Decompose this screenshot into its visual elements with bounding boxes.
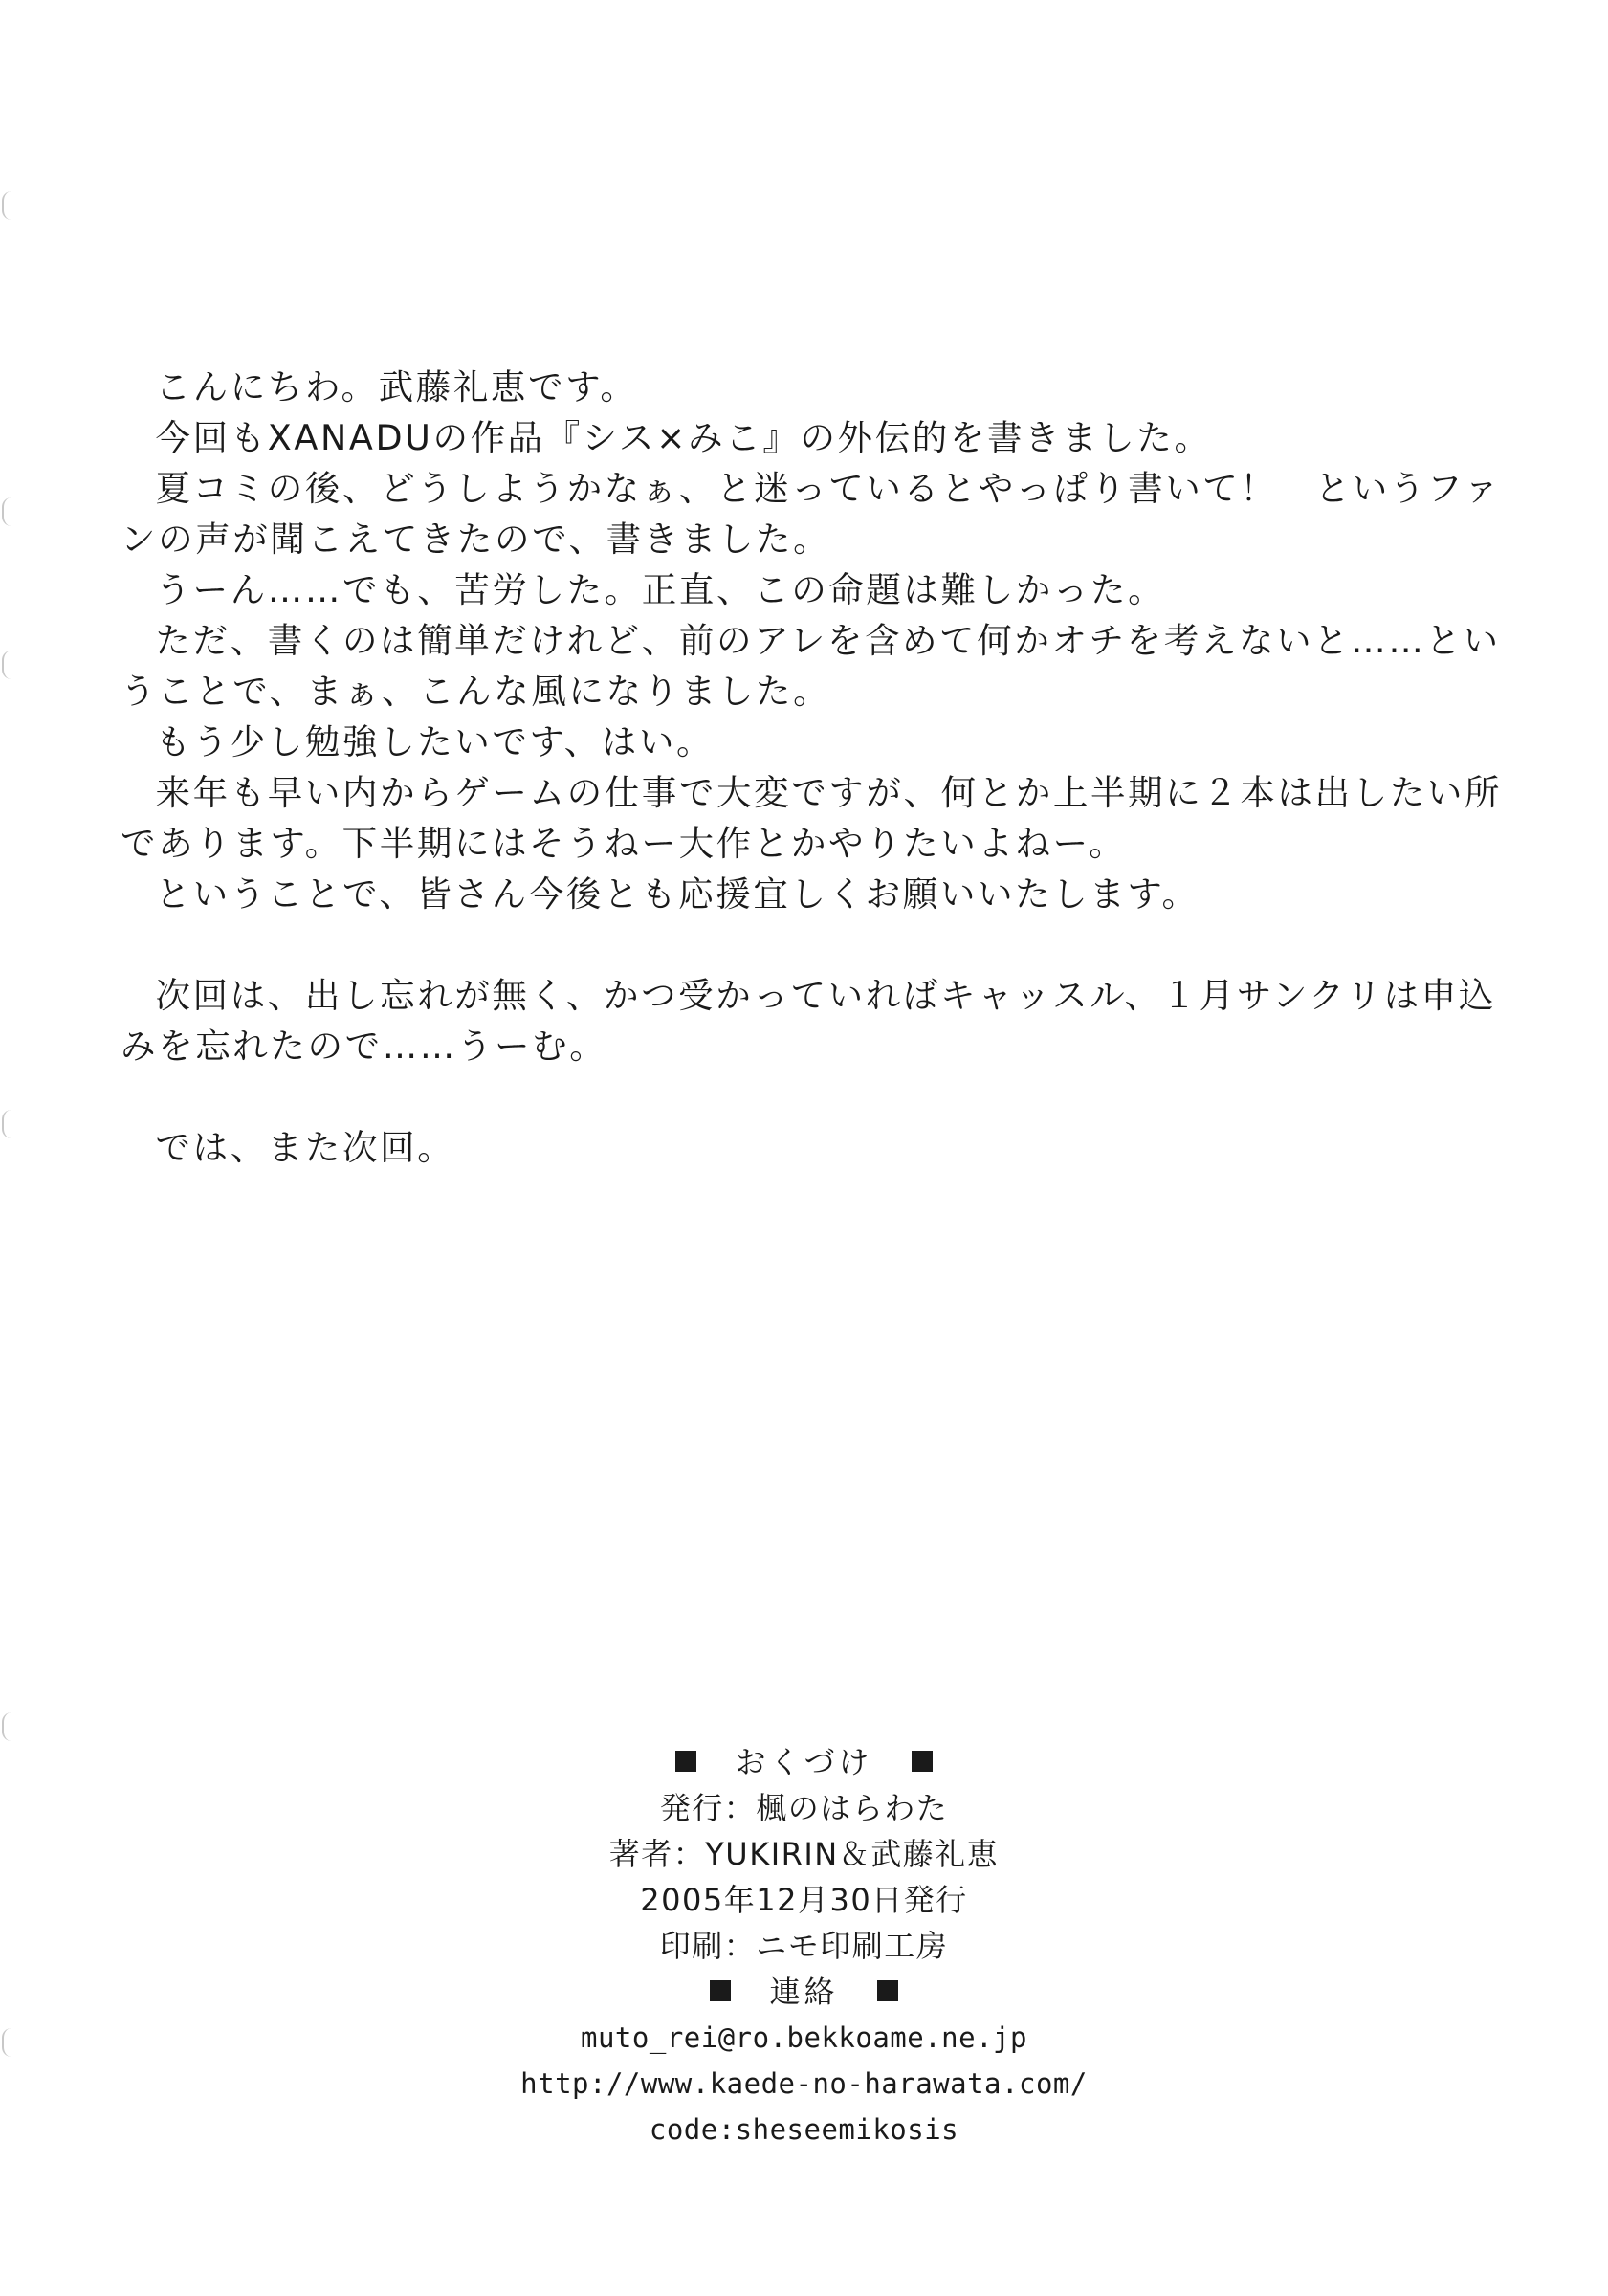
next-time-paragraph: 次回は、出し忘れが無く、かつ受かっていればキャッスル、１月サンクリは申込みを忘れたので……うーむ。 [121,975,1496,1067]
edge-mark [2,1712,13,1741]
afterword-paragraph: 来年も早い内からゲームの仕事で大変ですが、何とか上半期に２本は出したい所であります。下半期にはそうねー大作とかやりたいよねー。 [121,772,1503,864]
contact-heading [0,1969,1608,2015]
authors-line: 著者：YUKIRIN＆武藤礼恵 [608,1836,1000,1872]
colophon [0,1739,1608,2152]
afterword-paragraph: もう少し勉強したいです、はい。 [155,721,715,762]
website-url: http://www.kaede-no-harawata.com/ [520,2067,1088,2100]
paragraph-gap [121,1071,1517,1122]
paragraph-gap [121,919,1517,970]
edge-mark [2,1110,13,1138]
edge-mark [2,497,13,526]
printer-line: 印刷：ニモ印刷工房 [659,1928,949,1964]
code-line: code:sheseemikosis [649,2113,959,2146]
afterword-paragraph: うーん……でも、苦労した。正直、この命題は難しかった。 [155,569,1166,610]
afterword-section [121,362,1517,1173]
black-square-icon [675,1751,696,1772]
publish-date-line: 2005年12月30日発行 [640,1882,968,1918]
closing-paragraph: では、また次回。 [155,1127,455,1168]
black-square-icon [710,1980,731,2001]
afterword-paragraph: 今回もXANADUの作品『シス×みこ』の外伝的を書きました。 [155,417,1212,458]
colophon-heading [0,1739,1608,1785]
black-square-icon [912,1751,933,1772]
afterword-paragraph: ただ、書くのは簡単だけれど、前のアレを含めて何かオチを考えないと……ということで、まぁ、こんな風になりました。 [121,620,1501,712]
colophon-heading-text: おくづけ [735,1744,873,1780]
publisher-line: 発行：楓のはらわた [659,1790,949,1826]
afterword-paragraph: ということで、皆さん今後とも応援宜しくお願いいたします。 [155,873,1200,915]
edge-mark [2,191,13,220]
contact-heading-text: 連絡 [769,1974,839,2010]
afterword-paragraph: こんにちわ。武藤礼恵です。 [155,366,638,408]
black-square-icon [877,1980,898,2001]
email-address: muto_rei@ro.bekkoame.ne.jp [581,2021,1027,2054]
afterword-paragraph: 夏コミの後、どうしようかなぁ、と迷っているとやっぱり書いて！ というファンの声が聞こえてきたので、書きました。 [121,468,1502,560]
edge-mark [2,651,13,679]
